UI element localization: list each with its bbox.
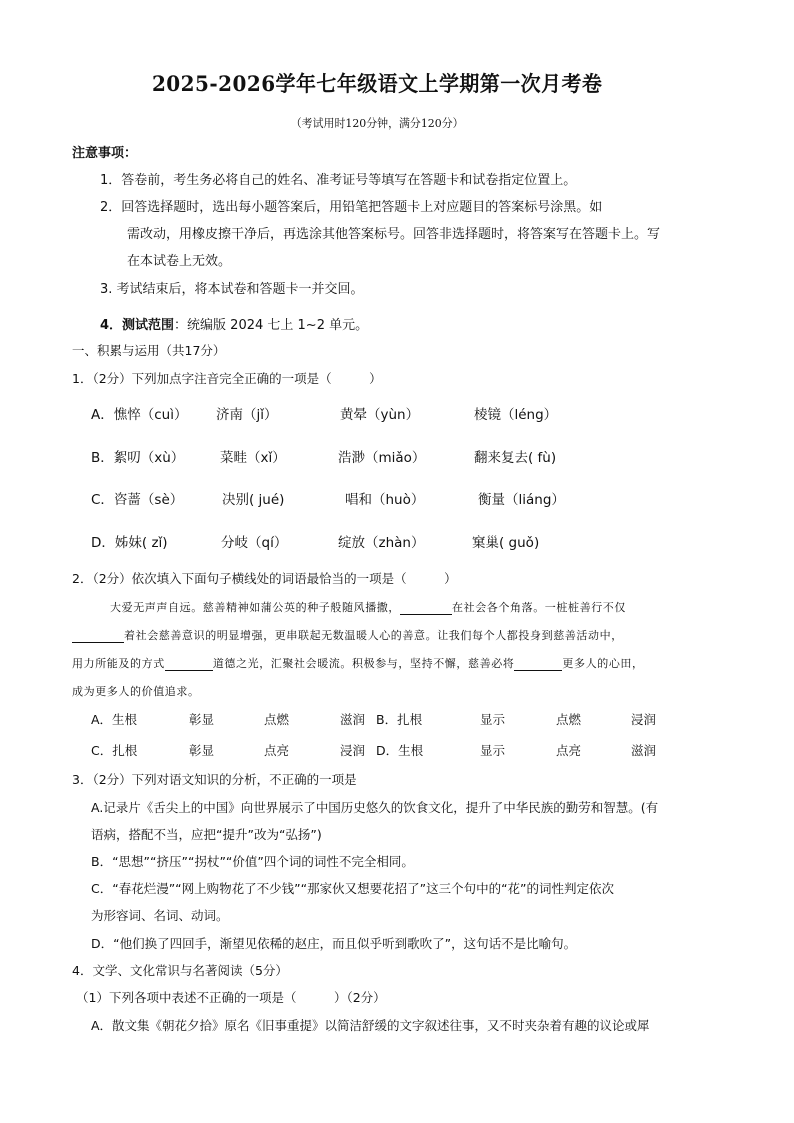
q2-option-b-word-4: 浸润 (631, 712, 657, 727)
q2-option-c-word-2: 彰显 (189, 743, 215, 758)
q2-passage-text-3c: 更多人的心田， (562, 657, 644, 670)
q2-passage-text-3b: 道德之光，汇聚社会暖流。积极参与，坚持不懈，慈善必将 (212, 657, 515, 670)
notice-heading: 注意事项： (72, 146, 138, 161)
q2-option-b-word-2: 显示 (480, 712, 506, 727)
question-1-stem: 1．（2分）下列加点字注音完全正确的一项是（ ） (72, 371, 382, 386)
q1-option-a-item-3: 黄晕（yùn） (340, 407, 420, 423)
q3-option-d: D．“他们换了四回手，渐望见依稀的赵庄，而且似乎听到歌吹了”，这句话不是比喻句。 (91, 936, 577, 951)
notice-item-2-line-3: 在本试卷上无效。 (127, 254, 232, 269)
notice-item-4-label: 4．测试范围 (100, 318, 175, 333)
q3-option-c-line-2: 为形容词、名词、动词。 (91, 908, 229, 923)
q2-option-c-word-1: C．扎根 (91, 743, 138, 758)
q3-option-c-line-1: C．“春花烂漫”“网上购物花了不少钱”“那家伙又想要花招了”这三个句中的“花”的词性判定依次 (91, 881, 615, 896)
exam-subtitle: （考试用时120分钟，满分120分） (290, 116, 464, 130)
q1-option-b-item-3: 浩渺（miǎo） (338, 450, 426, 466)
q2-option-c-word-3: 点亮 (264, 743, 290, 758)
q1-option-d-item-2: 分岐（qí） (221, 535, 288, 551)
q2-passage-text-2b: 着社会慈善意识的明显增强，更串联起无数温暖人心的善意。让我们每个人都投身到慈善活动中， (124, 629, 623, 642)
q2-passage-line-2 (72, 627, 623, 643)
q2-passage-line-3 (72, 655, 644, 671)
section-1-heading: 一、积累与运用（共17分） (72, 343, 226, 358)
q2-blank-1 (400, 601, 452, 615)
q2-blank-2 (72, 629, 124, 643)
q2-passage-text-3a: 用力所能及的方式 (72, 657, 165, 670)
q1-option-b-item-1: B．絮叨（xù） (91, 450, 185, 466)
q2-passage-text-1a: 大爱无声声自远。慈善精神如蒲公英的种子般随风播撒， (110, 601, 400, 614)
notice-item-2-line-1: 2．回答选择题时，选出每小题答案后，用铅笔把答题卡上对应题目的答案标号涂黑。如 (100, 200, 603, 215)
q2-option-a-word-4: 滋润 (340, 712, 366, 727)
exam-title: 2025-2026学年七年级语文上学期第一次月考卷 (151, 71, 603, 96)
q2-option-d-word-2: 显示 (480, 743, 506, 758)
q1-option-d-item-1: D．姊妹( zǐ) (91, 535, 168, 551)
q2-passage-text-1b: 在社会各个角落。一桩桩善行不仅 (452, 601, 626, 614)
q1-option-a-item-4: 棱镜（léng） (474, 407, 558, 423)
q3-option-b: B．“思想”“挤压”“拐杖”“价值”四个词的词性不完全相同。 (91, 854, 414, 869)
q3-option-a-line-1: A.记录片《舌尖上的中国》向世界展示了中国历史悠久的饮食文化，提升了中华民族的勤劳和智慧。(有 (91, 800, 659, 815)
q2-option-d-word-1: D．生根 (376, 743, 424, 758)
question-2-stem: 2．（2分）依次填入下面句子横线处的词语最恰当的一项是（ ） (72, 571, 457, 586)
q1-option-b-item-2: 菜畦（xǐ） (220, 450, 286, 466)
notice-item-4-text: ：统编版 2024 七上 1~2 单元。 (174, 318, 369, 333)
q4-option-a: A．散文集《朝花夕拾》原名《旧事重提》以简洁舒缓的文字叙述往事，又不时夹杂着有趣的议论或犀 (91, 1018, 650, 1033)
q1-option-c-item-1: C．咨蔷（sè） (91, 492, 184, 508)
q2-blank-3 (165, 657, 213, 671)
q1-option-b-item-4: 翻来复去( fù) (474, 450, 557, 466)
q4-subquestion-1: （1）下列各项中表述不正确的一项是（ ）（2分） (76, 990, 386, 1005)
notice-item-2-line-2: 需改动，用橡皮擦干净后，再选涂其他答案标号。回答非选择题时，将答案写在答题卡上。写 (127, 227, 661, 242)
q2-option-b-word-3: 点燃 (556, 712, 582, 727)
question-3-stem: 3．（2分）下列对语文知识的分析，不正确的一项是 (72, 772, 357, 787)
q2-option-a-word-1: A．生根 (91, 712, 138, 727)
q1-option-c-item-2: 决别( jué) (222, 492, 285, 508)
q2-option-c-word-4: 浸润 (340, 743, 366, 758)
q2-option-a-word-3: 点燃 (264, 712, 290, 727)
q1-option-c-item-4: 衡量（liáng） (478, 492, 565, 508)
q1-option-c-item-3: 唱和（huò） (345, 492, 425, 508)
q2-blank-4 (514, 657, 562, 671)
q1-option-a-item-1: A．憔悴（cuì） (91, 407, 188, 423)
q2-option-d-word-3: 点亮 (556, 743, 582, 758)
notice-item-1: 1．答卷前，考生务必将自己的姓名、准考证号等填写在答题卡和试卷指定位置上。 (100, 173, 577, 188)
q2-option-d-word-4: 滋润 (631, 743, 657, 758)
q1-option-d-item-4: 窠巢( guǒ) (472, 535, 540, 551)
q2-option-b-word-1: B．扎根 (376, 712, 423, 727)
q2-passage-line-4: 成为更多人的价值追求。 (72, 685, 200, 698)
q1-option-d-item-3: 绽放（zhàn） (338, 535, 425, 551)
notice-item-4 (100, 314, 368, 333)
q1-option-a-item-2: 济南（jǐ） (216, 407, 278, 423)
q2-option-a-word-2: 彰显 (189, 712, 215, 727)
q2-passage-line-1 (110, 599, 626, 615)
notice-item-3: 3. 考试结束后，将本试卷和答题卡一并交回。 (100, 282, 364, 297)
question-4-stem: 4．文学、文化常识与名著阅读（5分） (72, 963, 288, 978)
q3-option-a-line-2: 语病，搭配不当，应把“提升”改为“弘扬”) (91, 827, 322, 842)
